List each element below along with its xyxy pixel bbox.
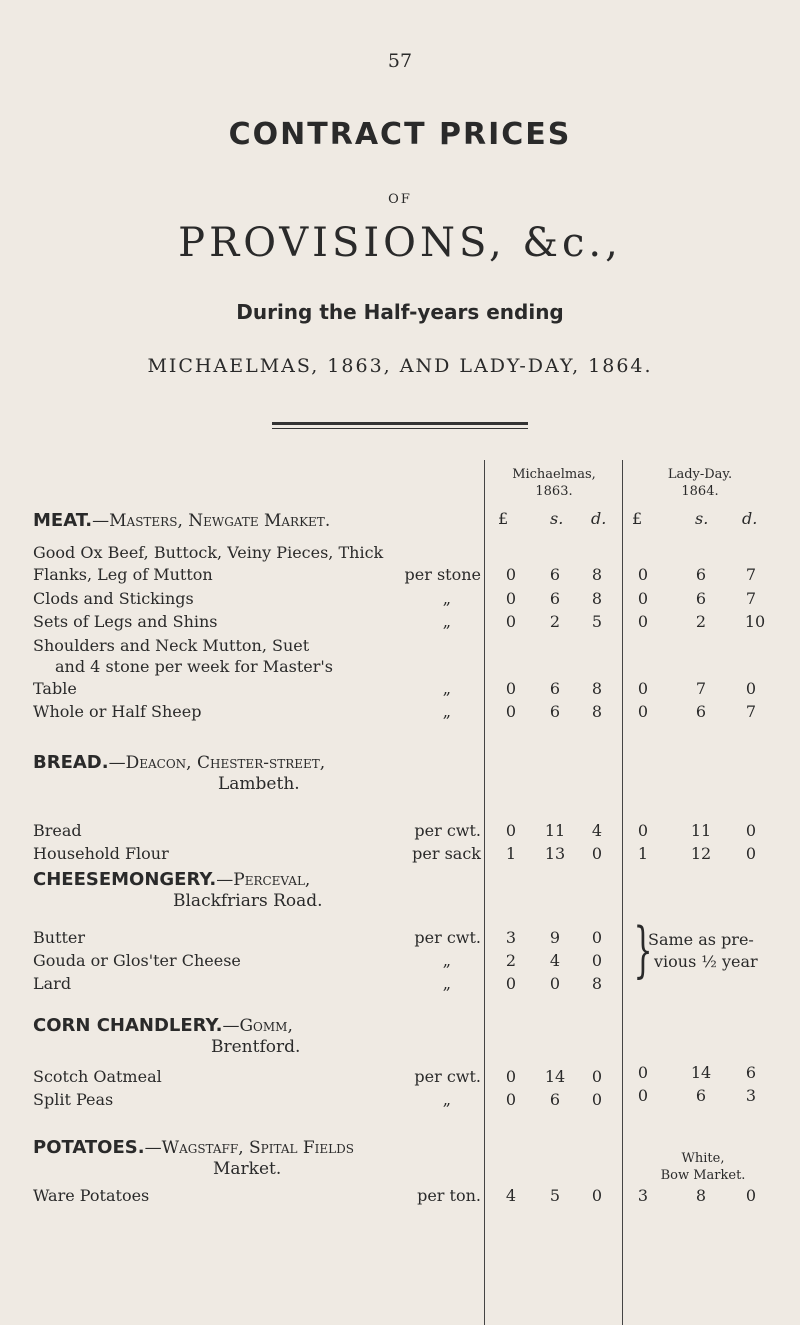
title-contract-prices: CONTRACT PRICES [228, 117, 572, 152]
meat-row-1-l-pounds: 0 [637, 565, 649, 584]
meat-row-2-m-pounds: 0 [505, 589, 517, 608]
meat-row-5-l-pence: 7 [745, 702, 757, 721]
meat-row-2-l-shillings: 6 [695, 589, 707, 608]
header-l-pounds: £ [632, 509, 643, 528]
bread-row-2-m-pence: 0 [591, 844, 603, 863]
meat-row-3-item: Sets of Legs and Shins [33, 612, 218, 631]
cheese-row-2-item: Gouda or Glos'ter Cheese [33, 951, 241, 970]
bread-row-2-l-pence: 0 [745, 844, 757, 863]
meat-row-3-label [33, 612, 481, 634]
meat-row-2-m-pence: 8 [591, 589, 603, 608]
meat-row-1-unit: per stone [401, 565, 482, 584]
bread-row-1-unit: per cwt. [410, 821, 481, 840]
meat-row-3-m-pence: 5 [591, 612, 603, 631]
cheese-row-3-m-pounds: 0 [505, 974, 517, 993]
potatoes-heading: POTATOES. [33, 1137, 145, 1158]
header-l-shillings: s. [695, 509, 709, 528]
meat-row-1-m-pence: 8 [591, 565, 603, 584]
potatoes-row-1-l-shillings: 8 [695, 1186, 707, 1205]
meat-row-2-m-shillings: 6 [549, 589, 561, 608]
bread-row-1-m-pounds: 0 [505, 821, 517, 840]
meat-row-1-m-pounds: 0 [505, 565, 517, 584]
page-number: 57 [387, 50, 413, 72]
meat-row-3-l-shillings: 2 [695, 612, 707, 631]
bread-row-2-label [33, 844, 481, 866]
potatoes-row-1-item: Ware Potatoes [33, 1186, 150, 1205]
meat-row-4-l-pounds: 0 [637, 679, 649, 698]
corn-row-2-m-shillings: 6 [549, 1090, 561, 1109]
cheese-row-3-m-pence: 8 [591, 974, 603, 993]
cheese-row-3-item: Lard [33, 974, 72, 993]
meat-row-5-unit: „ [439, 702, 451, 721]
meat-row-4-unit: „ [439, 679, 451, 698]
cheese-row-2-label [33, 951, 481, 973]
meat-row-3-m-pounds: 0 [505, 612, 517, 631]
potatoes-row-1-l-pence: 0 [745, 1186, 757, 1205]
meat-row-1-l-shillings: 6 [695, 565, 707, 584]
cheese-row-2-unit: „ [439, 951, 451, 970]
potatoes-alt-supplier-line1: White, [681, 1151, 725, 1166]
meat-row-3-m-shillings: 2 [549, 612, 561, 631]
meat-row-1-label [33, 565, 481, 587]
meat-row-4-label-line1: Shoulders and Neck Mutton, Suet [33, 636, 310, 655]
meat-row-1-l-pence: 7 [745, 565, 757, 584]
meat-row-2-label [33, 589, 481, 611]
header-ladyday-year: 1864. [681, 484, 719, 499]
bread-row-2-l-shillings: 12 [690, 844, 712, 863]
corn-row-2-m-pence: 0 [591, 1090, 603, 1109]
bread-row-2-unit: per sack [408, 844, 481, 863]
period-heading: MICHAELMAS, 1863, AND LADY-DAY, 1864. [147, 355, 653, 377]
cheese-row-1-unit: per cwt. [410, 928, 481, 947]
corn-supplier-line2: Brentford. [211, 1037, 301, 1057]
header-michaelmas-year: 1863. [535, 484, 573, 499]
potatoes-row-1-m-pence: 0 [591, 1186, 603, 1205]
meat-row-2-l-pence: 7 [745, 589, 757, 608]
cheese-heading: CHEESEMONGERY. [33, 869, 217, 890]
column-divider-left [484, 460, 485, 1325]
corn-row-2-m-pounds: 0 [505, 1090, 517, 1109]
potatoes-alt-supplier-line2: Bow Market. [660, 1168, 746, 1183]
bread-row-2-m-pounds: 1 [505, 844, 517, 863]
bread-row-2-m-shillings: 13 [544, 844, 566, 863]
bread-supplier: —Deacon, Chester-street, [108, 753, 326, 773]
corn-row-2-l-pence: 3 [745, 1086, 757, 1105]
section-meat-heading [33, 510, 483, 532]
cheese-row-3-unit: „ [439, 974, 451, 993]
cheese-row-1-item: Butter [33, 928, 86, 947]
header-m-pounds: £ [498, 509, 509, 528]
header-m-shillings: s. [550, 509, 564, 528]
column-divider-middle [622, 460, 623, 1325]
cheese-brace: } [633, 915, 653, 985]
title-rule-thick [272, 422, 528, 425]
meat-row-5-l-shillings: 6 [695, 702, 707, 721]
cheese-note [648, 929, 758, 973]
meat-row-4-m-pence: 8 [591, 679, 603, 698]
title-provisions: PROVISIONS, &c., [178, 220, 622, 266]
cheese-row-1-label [33, 928, 481, 950]
section-corn-heading [33, 1015, 483, 1058]
corn-row-2-l-shillings: 6 [695, 1086, 707, 1105]
cheese-note-line2: vious ½ year [654, 952, 758, 971]
bread-heading: BREAD. [33, 752, 109, 773]
cheese-row-2-m-pounds: 2 [505, 951, 517, 970]
potatoes-alt-supplier [628, 1150, 778, 1184]
corn-row-1-m-pounds: 0 [505, 1067, 517, 1086]
potatoes-row-1-unit: per ton. [413, 1186, 481, 1205]
section-cheese-heading [33, 869, 483, 912]
subtitle: During the Half-years ending [236, 300, 564, 324]
bread-row-1-item: Bread [33, 821, 82, 840]
corn-row-1-item: Scotch Oatmeal [33, 1067, 162, 1086]
meat-row-5-m-pounds: 0 [505, 702, 517, 721]
header-l-pence: d. [742, 509, 758, 528]
cheese-row-3-label [33, 974, 481, 996]
corn-row-2-item: Split Peas [33, 1090, 114, 1109]
meat-row-5-m-pence: 8 [591, 702, 603, 721]
meat-row-3-l-pounds: 0 [637, 612, 649, 631]
corn-row-1-m-pence: 0 [591, 1067, 603, 1086]
meat-heading: MEAT. [33, 510, 93, 531]
potatoes-supplier-line2: Market. [213, 1159, 282, 1179]
meat-row-4-l-pence: 0 [745, 679, 757, 698]
corn-row-2-unit: „ [439, 1090, 451, 1109]
potatoes-row-1-label [33, 1186, 481, 1208]
header-michaelmas [490, 466, 618, 500]
corn-row-2-l-pounds: 0 [637, 1086, 649, 1105]
meat-row-5-item: Whole or Half Sheep [33, 702, 202, 721]
bread-row-1-label [33, 821, 481, 843]
meat-row-2-item: Clods and Stickings [33, 589, 194, 608]
meat-row-1-item: Flanks, Leg of Mutton [33, 565, 213, 584]
meat-row-1-label-line1: Good Ox Beef, Buttock, Veiny Pieces, Thick [33, 543, 384, 562]
meat-row-4-item: Table [33, 679, 77, 698]
section-bread-heading [33, 752, 483, 795]
bread-row-2-l-pounds: 1 [637, 844, 649, 863]
corn-row-2-label [33, 1090, 481, 1112]
cheese-supplier-line2: Blackfriars Road. [173, 891, 323, 911]
cheese-row-2-m-shillings: 4 [549, 951, 561, 970]
corn-row-1-l-pence: 6 [745, 1063, 757, 1082]
meat-row-5-m-shillings: 6 [549, 702, 561, 721]
meat-row-2-unit: „ [439, 589, 451, 608]
meat-row-4-label [33, 679, 481, 701]
corn-row-1-unit: per cwt. [410, 1067, 481, 1086]
corn-row-1-label [33, 1067, 481, 1089]
potatoes-supplier: —Wagstaff, Spital Fields [144, 1138, 354, 1158]
corn-row-1-l-pounds: 0 [637, 1063, 649, 1082]
meat-row-5-l-pounds: 0 [637, 702, 649, 721]
meat-row-3-unit: „ [439, 612, 451, 631]
bread-row-1-l-pence: 0 [745, 821, 757, 840]
header-michaelmas-label: Michaelmas, [512, 467, 596, 482]
bread-row-1-l-shillings: 11 [690, 821, 712, 840]
corn-row-1-l-shillings: 14 [690, 1063, 712, 1082]
bread-row-2-item: Household Flour [33, 844, 169, 863]
meat-row-1-m-shillings: 6 [549, 565, 561, 584]
meat-supplier: —Masters, Newgate Market. [92, 511, 331, 531]
potatoes-row-1-m-pounds: 4 [505, 1186, 517, 1205]
meat-row-4-m-pounds: 0 [505, 679, 517, 698]
corn-supplier: —Gomm, [222, 1016, 293, 1036]
meat-row-2-l-pounds: 0 [637, 589, 649, 608]
corn-heading: CORN CHANDLERY. [33, 1015, 223, 1036]
bread-supplier-line2: Lambeth. [218, 774, 300, 794]
potatoes-row-1-m-shillings: 5 [549, 1186, 561, 1205]
cheese-row-2-m-pence: 0 [591, 951, 603, 970]
meat-row-4-m-shillings: 6 [549, 679, 561, 698]
header-ladyday [630, 466, 770, 500]
meat-row-5-label [33, 702, 481, 724]
cheese-note-line1: Same as pre- [648, 930, 754, 949]
header-m-pence: d. [591, 509, 607, 528]
corn-row-1-m-shillings: 14 [544, 1067, 566, 1086]
potatoes-row-1-l-pounds: 3 [637, 1186, 649, 1205]
header-ladyday-label: Lady-Day. [667, 467, 733, 482]
meat-row-4-l-shillings: 7 [695, 679, 707, 698]
cheese-row-1-m-pounds: 3 [505, 928, 517, 947]
meat-row-3-l-pence: 10 [744, 612, 766, 631]
bread-row-1-m-shillings: 11 [544, 821, 566, 840]
title-of: OF [388, 192, 412, 207]
bread-row-1-l-pounds: 0 [637, 821, 649, 840]
title-rule-thin [272, 428, 528, 429]
cheese-row-1-m-pence: 0 [591, 928, 603, 947]
cheese-supplier: —Perceval, [216, 870, 311, 890]
cheese-row-1-m-shillings: 9 [549, 928, 561, 947]
section-potatoes-heading [33, 1137, 483, 1180]
cheese-row-3-m-shillings: 0 [549, 974, 561, 993]
meat-row-4-label-line2: and 4 stone per week for Master's [55, 657, 334, 676]
bread-row-1-m-pence: 4 [591, 821, 603, 840]
